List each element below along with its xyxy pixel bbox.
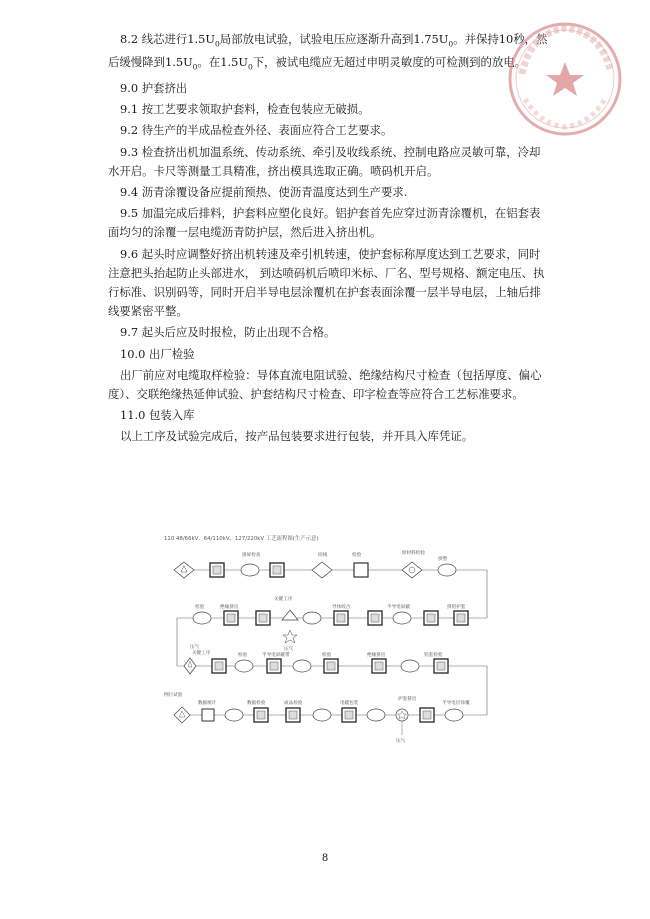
row1-label-0: 挤屏检查 [242, 553, 261, 558]
row1-label-4: 挤塑 [438, 557, 448, 562]
flow-row-1 [174, 549, 456, 578]
flow-row-4 [164, 691, 470, 744]
row3-label-6: 铝套检验 [424, 653, 443, 658]
section-10-0-body: 出厂前应对电缆取样检验：导体直流电阻试验、绝缘结构尺寸检查（包括厚度、偏心度）、交联绝缘热延伸试验、护套结构尺寸检查、印字检查等应符合工艺标准要求。 [108, 367, 542, 402]
row4-label-2: 数据检验 [247, 701, 266, 706]
marker-label-0: 压气 [284, 647, 294, 652]
section-9-4: 9.4 沥青涂覆设备应提前预热、使沥青温度达到生产要求. [120, 184, 408, 199]
heading-10-0: 10.0 出厂检验 [120, 346, 195, 361]
row4-label-5: 护套挤出 [398, 697, 417, 702]
row2-label-5: 挤铝护套 [447, 605, 466, 610]
heading-11-0: 11.0 包装入库 [120, 408, 195, 423]
body-text [108, 30, 548, 449]
flow-row-3 [184, 643, 448, 674]
row2-label-2: 关键工序 [274, 597, 293, 602]
section-8-2: 8.2 线芯进行$1.5U_0$局部放电试验，试验电压应逐渐升高到$1.75U_0$。并保持10秒，然后缓慢降到$1.5U_0$。在$1.5U_0$下，被试电缆应无超过申明灵敏度的可检测到的放电。 [108, 32, 548, 72]
row4-label-6: 半导电层涂覆 [442, 701, 470, 706]
marker-label-1: 压气 [396, 739, 406, 744]
row4-label-1: 数据统计 [198, 701, 217, 706]
row4-label-4: 电缆包装 [340, 701, 359, 706]
row3-label-5: 绝缘挤出 [367, 653, 386, 658]
section-9-3: 9.3 检查挤出机加温系统、传动系统、牵引及收线系统、控制电路应灵敏可靠，冷却水开启。卡尺等测量工具精准，挤出模具选取正确。喷码机开启。 [108, 144, 541, 178]
figure-caption: 110 48/66kV、64/110kV、127/220kV 工艺流程图(生产示意) [164, 536, 319, 542]
row1-label-1: 绞线 [318, 553, 328, 558]
row2-label-4: 半导电屏蔽 [387, 605, 410, 610]
seal-icon [500, 14, 630, 144]
row4-label-0: 例行试验 [164, 693, 183, 698]
row2-label-1: 绝缘挤出 [220, 605, 239, 610]
company-seal [500, 14, 630, 144]
section-9-7: 9.7 起头后应及时报检，防止出现不合格。 [120, 325, 336, 340]
row3-label-1: 关键工序 [192, 651, 211, 656]
section-9-5: 9.5 加温完成后排料，护套料应塑化良好。铝护套首先应穿过沥青涂覆机，在铝套表面均匀的涂覆一层电缆沥青防护层，然后进入挤出机。 [108, 206, 541, 240]
page-number: 8 [321, 853, 329, 864]
row3-label-0: 压气 [190, 645, 200, 650]
row2-label-0: 检验 [195, 605, 205, 610]
row3-label-3: 半导电屏蔽带 [262, 653, 290, 658]
row1-label-3: 原材料检验 [402, 551, 425, 556]
row3-label-2: 检验 [238, 653, 248, 658]
section-9-1: 9.1 按工艺要求领取护套料，检查包装应无破损。 [120, 102, 370, 117]
process-flow-figure [162, 530, 502, 760]
section-11-0-body: 以上工序及试验完成后，按产品包装要求进行包装，并开具入库凭证。 [120, 429, 474, 444]
section-9-6: 9.6 起头时应调整好挤出机转速及牵引机转速，使护套标称厚度达到工艺要求，同时注意把头抬起防止头部进水， 到达喷码机后喷印米标、厂名、型号规格、额定电压、执行标准、识别码等，同时开启半导电层涂覆机在护套表面涂覆一层半导电层，上轴后排线要紧密平整。 [108, 246, 545, 319]
row4-label-3: 成品检验 [284, 701, 303, 706]
flow-row-2 [193, 595, 468, 652]
row1-label-2: 检验 [352, 553, 362, 558]
row3-label-4: 检验 [322, 653, 332, 658]
heading-9-0: 9.0 护套挤出 [120, 80, 188, 95]
section-9-2: 9.2 待生产的半成品检查外径、表面应符合工艺要求。 [120, 123, 393, 138]
row2-label-3: 导体绞合 [332, 605, 351, 610]
